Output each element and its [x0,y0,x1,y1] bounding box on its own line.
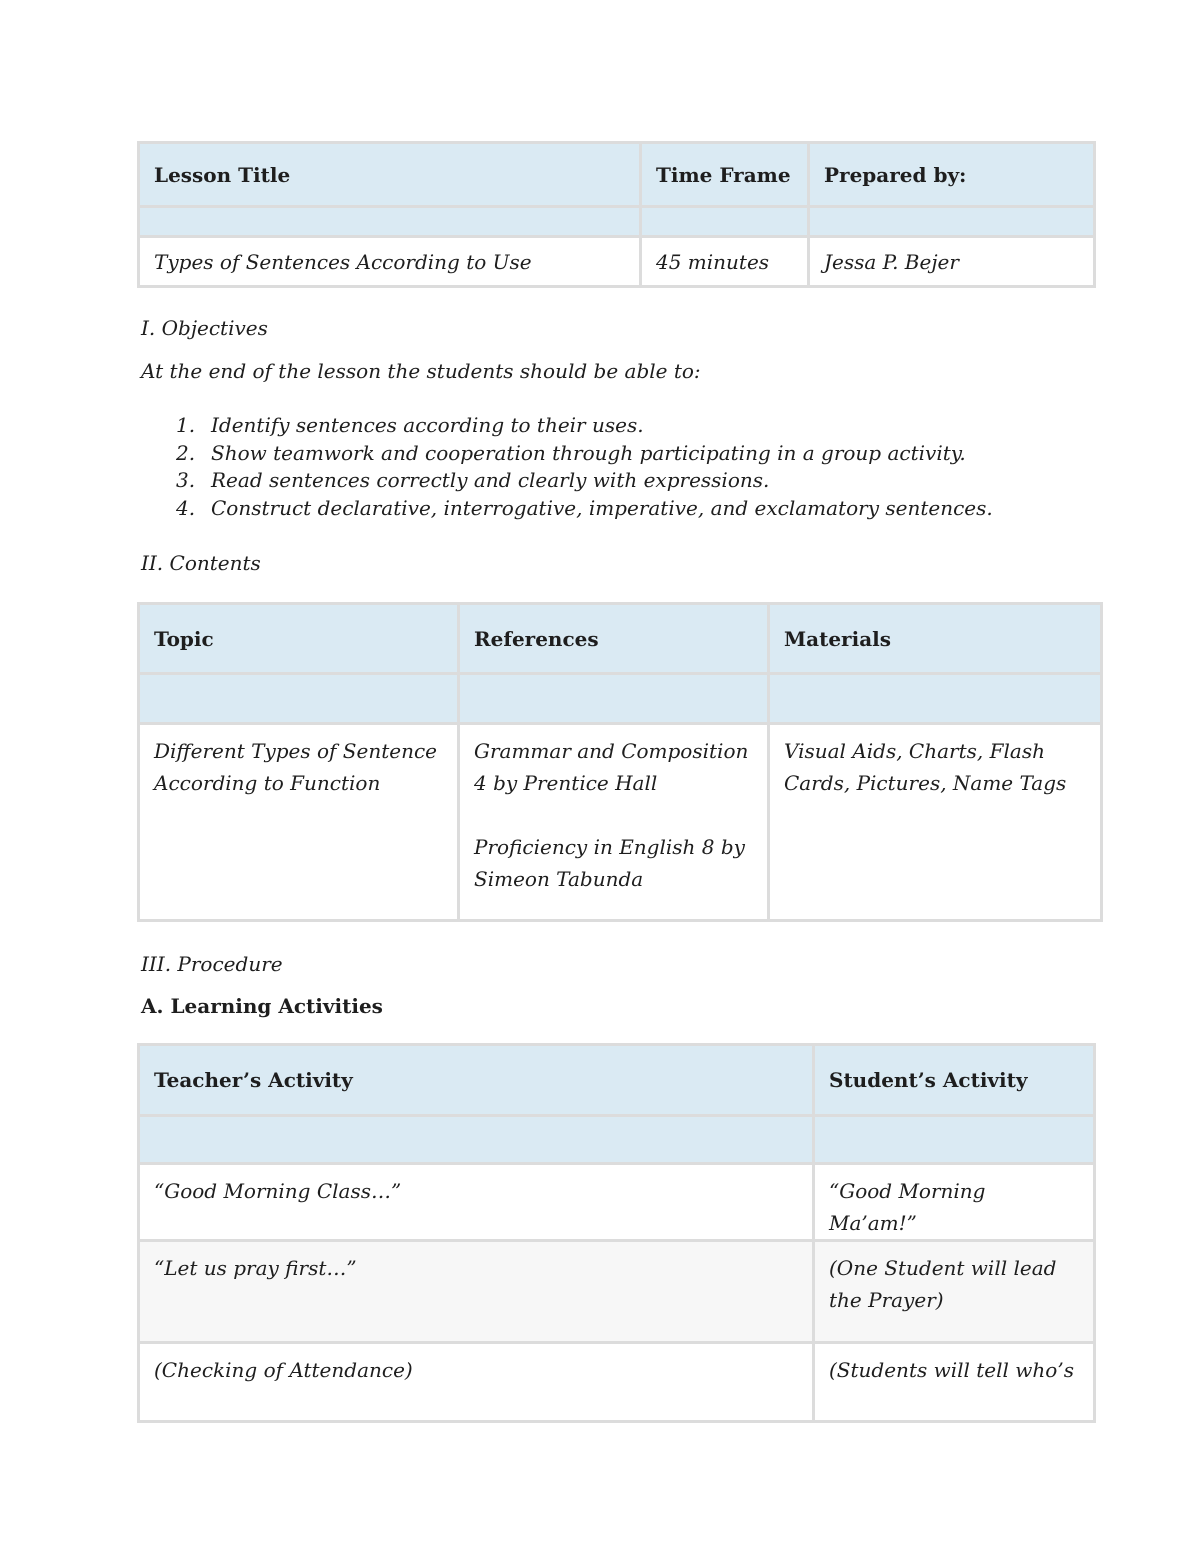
learning-activities-table [137,1043,1096,1423]
objectives-intro: At the end of the lesson the students should be able to: [141,359,701,383]
spacer-cell [139,674,459,724]
lesson-title-value: Types of Sentences According to Use [139,237,641,287]
list-item-number: 1. [176,413,196,437]
list-item [141,440,993,468]
list-item [141,467,993,495]
time-frame-value: 45 minutes [641,237,809,287]
spacer-cell [459,674,769,724]
list-item-text: Identify sentences according to their uses. [211,413,644,437]
references-header: References [459,604,769,674]
list-item [141,412,993,440]
procedure-heading: III. Procedure [141,952,283,976]
student-activity-cell: (Students will tell who’s [814,1343,1095,1422]
reference-item: Grammar and Composition 4 by Prentice Hall [474,739,749,795]
learning-activities-heading: A. Learning Activities [141,994,383,1018]
list-item [141,495,993,523]
references-value [459,724,769,921]
lesson-info-table [137,141,1096,288]
table-row [139,1164,1095,1241]
spacer-cell [814,1116,1095,1164]
table-row [139,1343,1095,1422]
spacer-cell [139,207,641,237]
list-item-text: Read sentences correctly and clearly with expressions. [211,468,770,492]
student-activity-cell: (One Student will lead the Prayer) [814,1241,1095,1343]
teacher-activity-cell: “Let us pray first…” [139,1241,814,1343]
contents-table [137,602,1103,922]
contents-heading: II. Contents [141,551,261,575]
spacer-cell [769,674,1102,724]
list-item-number: 3. [176,468,196,492]
teacher-activity-header: Teacher’s Activity [139,1045,814,1116]
teacher-activity-cell: “Good Morning Class…” [139,1164,814,1241]
reference-item: Proficiency in English 8 by Simeon Tabunda [474,835,745,891]
materials-value: Visual Aids, Charts, Flash Cards, Pictures, Name Tags [769,724,1102,921]
spacer-cell [809,207,1095,237]
student-activity-cell: “Good Morning Ma’am!” [814,1164,1095,1241]
list-item-number: 2. [176,440,196,465]
materials-header: Materials [769,604,1102,674]
teacher-activity-cell: (Checking of Attendance) [139,1343,814,1422]
list-item-text: Construct declarative, interrogative, imperative, and exclamatory sentences. [211,495,993,520]
table-row [139,1241,1095,1343]
topic-value: Different Types of Sentence According to Function [139,724,459,921]
prepared-by-header: Prepared by: [809,143,1095,207]
objectives-heading: I. Objectives [141,316,268,340]
lesson-title-header: Lesson Title [139,143,641,207]
time-frame-header: Time Frame [641,143,809,207]
list-item-number: 4. [176,495,196,520]
student-activity-header: Student’s Activity [814,1045,1095,1116]
topic-header: Topic [139,604,459,674]
prepared-by-value: Jessa P. Bejer [809,237,1095,287]
list-item-text: Show teamwork and cooperation through participating in a group activity. [211,440,966,465]
spacer-cell [641,207,809,237]
objectives-list [141,412,993,522]
spacer-cell [139,1116,814,1164]
